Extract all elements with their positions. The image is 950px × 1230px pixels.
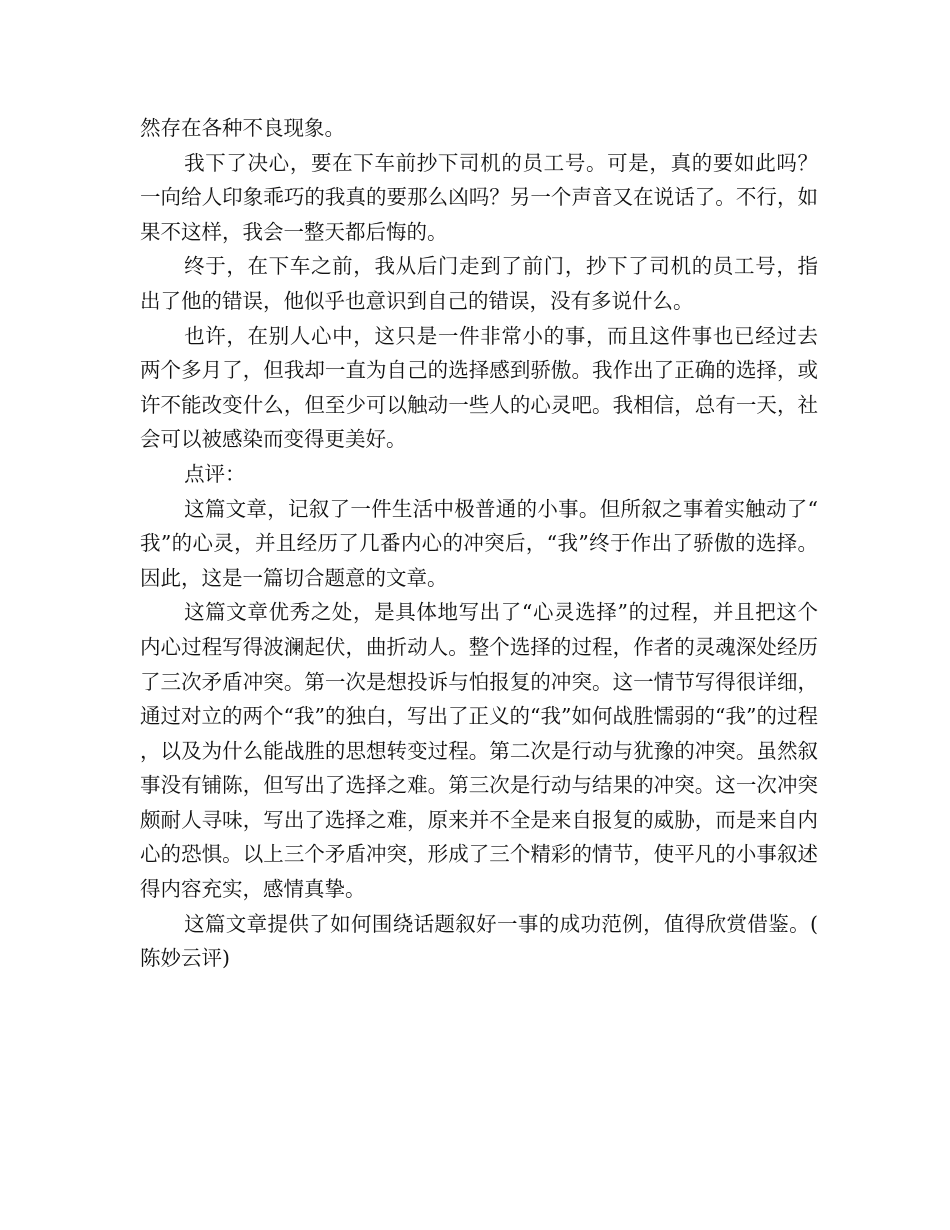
comment-paragraph-summary: 这篇文章，记叙了一件生活中极普通的小事。但所叙之事着实触动了“我”的心灵，并且经历了几番内心的冲突后，“我”终于作出了骄傲的选择。因此，这是一篇切合题意的文章。 [140,496,818,590]
paragraph-continuation: 然存在各种不良现象。 [140,116,345,140]
paragraph-decision: 我下了决心，要在下车前抄下司机的员工号。可是，真的要如此吗？一向给人印象乖巧的我真的要那么凶吗？另一个声音又在说话了。不行，如果不这样，我会一整天都后悔的。 [140,150,818,244]
document-page [140,111,818,976]
comment-paragraph-analysis: 这篇文章优秀之处，是具体地写出了“心灵选择”的过程，并且把这个内心过程写得波澜起伏，曲折动人。整个选择的过程，作者的灵魂深处经历了三次矛盾冲突。第一次是想投诉与怕报复的冲突。这一情节写得很详细，通过对立的两个“我”的独白，写出了正义的“我”如何战胜懦弱的“我”的过程，以及为什么能战胜的思想转变过程。第二次是行动与犹豫的冲突。虽然叙事没有铺陈，但写出了选择之难。第三次是行动与结果的冲突。这一次冲突颇耐人寻味，写出了选择之难，原来并不全是来自报复的威胁，而是来自内心的恐惧。以上三个矛盾冲突，形成了三个精彩的情节，使平凡的小事叙述得内容充实，感情真挚。 [140,600,818,902]
comment-paragraph-conclusion: 这篇文章提供了如何围绕话题叙好一事的成功范例，值得欣赏借鉴。(陈妙云评) [140,911,818,971]
paragraph-reflection: 也许，在别人心中，这只是一件非常小的事，而且这件事也已经过去两个多月了，但我却一直为自己的选择感到骄傲。我作出了正确的选择，或许不能改变什么，但至少可以触动一些人的心灵吧。我相信，总有一天，社会可以被感染而变得更美好。 [140,323,818,452]
paragraph-action: 终于，在下车之前，我从后门走到了前门，抄下了司机的员工号，指出了他的错误，他似乎也意识到自己的错误，没有多说什么。 [140,254,818,313]
comment-heading: 点评： [184,461,246,486]
